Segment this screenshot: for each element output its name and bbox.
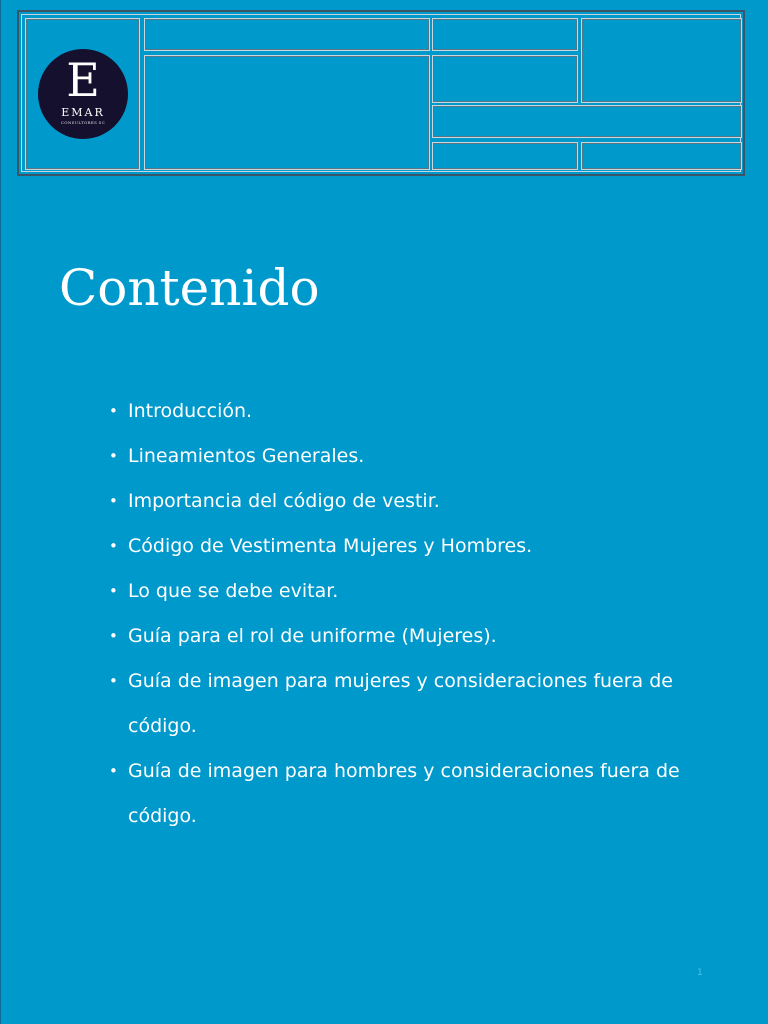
list-item (109, 614, 729, 659)
list-item (109, 749, 729, 839)
bullet-icon: • (109, 447, 118, 465)
header-cell (432, 105, 742, 138)
list-item-text: Lo que se debe evitar. (128, 580, 339, 602)
header-cell (144, 55, 430, 170)
logo-name: EMAR (61, 106, 105, 119)
bullet-icon: • (109, 582, 118, 600)
company-logo (38, 49, 128, 139)
header-table (17, 10, 745, 176)
list-item (109, 434, 729, 479)
header-table-inner (21, 14, 741, 172)
list-item-text: Guía de imagen para mujeres y consideraciones fuera de código. (128, 670, 673, 737)
bullet-icon: • (109, 627, 118, 645)
header-cell (432, 142, 578, 170)
header-cell (144, 18, 430, 51)
list-item-text: Código de Vestimenta Mujeres y Hombres. (128, 535, 533, 557)
page-number: 1 (697, 968, 703, 978)
list-item (109, 569, 729, 614)
bullet-icon: • (109, 672, 118, 690)
contents-list (109, 389, 729, 839)
list-item (109, 479, 729, 524)
header-cell (432, 18, 578, 51)
header-cell (581, 18, 742, 103)
list-item-text: Guía para el rol de uniforme (Mujeres). (128, 625, 497, 647)
list-item (109, 524, 729, 569)
list-item-text: Importancia del código de vestir. (128, 490, 440, 512)
list-item-text: Guía de imagen para hombres y consideraciones fuera de código. (128, 760, 680, 827)
logo-subtitle: CONSULTORES SC (60, 120, 106, 125)
list-item (109, 659, 729, 749)
bullet-icon: • (109, 402, 118, 420)
list-item (109, 389, 729, 434)
bullet-icon: • (109, 762, 118, 780)
bullet-icon: • (109, 492, 118, 510)
page-title: Contenido (59, 259, 320, 317)
header-cell (581, 142, 742, 170)
header-cell (432, 55, 578, 103)
bullet-icon: • (109, 537, 118, 555)
list-item-text: Lineamientos Generales. (128, 445, 365, 467)
list-item-text: Introducción. (128, 400, 253, 422)
logo-letter: E (66, 53, 100, 107)
